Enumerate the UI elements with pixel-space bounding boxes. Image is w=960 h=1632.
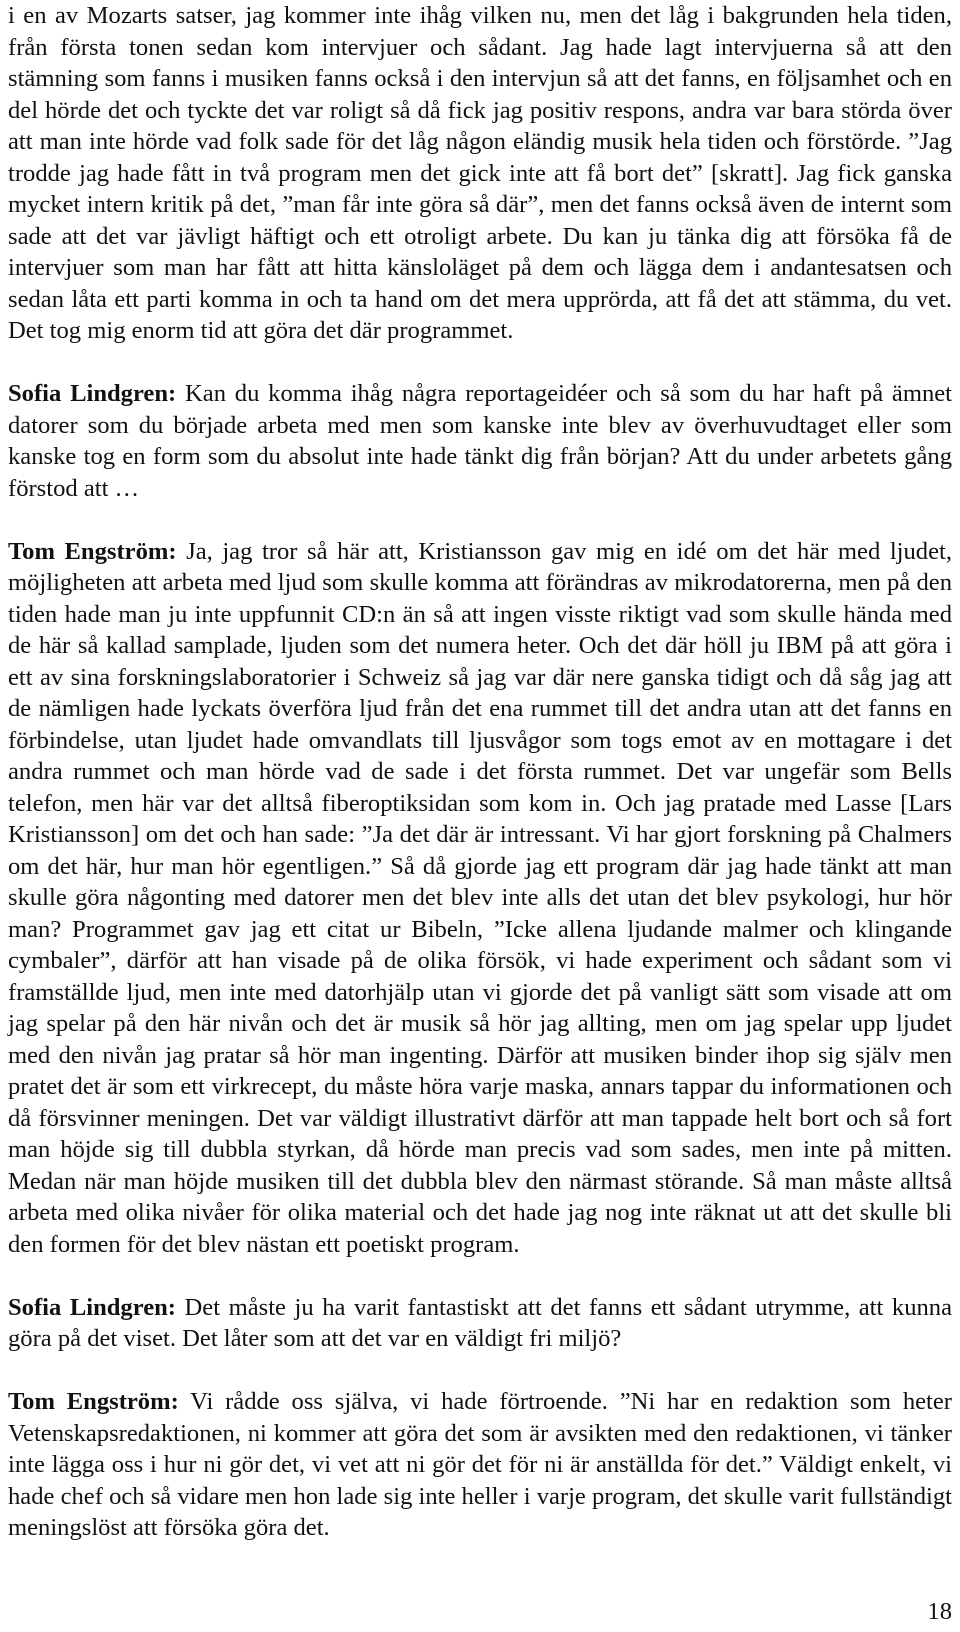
paragraph-sofia-lindgren-1	[8, 378, 952, 504]
paragraph-text: Kan du komma ihåg några reportageidéer och så som du har haft på ämnet datorer som du började arbeta med men som kanske inte blev av överhuvudtaget eller som kanske tog en form som du absolut inte hade tänkt dig från början? Att du under arbetets gång förstod att …	[8, 380, 953, 502]
paragraph-text: i en av Mozarts satser, jag kommer inte ihåg vilken nu, men det låg i bakgrunden hela tiden, från första tonen sedan kom intervjuer och sådant. Jag hade lagt intervjuerna så att den stämning som fanns i musiken fanns också i den intervjun så att det fanns, en följsamhet och en del hörde det och tyckte det var roligt så då fick jag positiv respons, andra var bara störda över att man inte hörde vad folk sade för det låg någon eländig musik hela tiden och förstörde. ”Jag trodde jag hade fått in två program men det gick inte att få bort det” [skratt]. Jag fick ganska mycket intern kritik på det, ”man får inte göra så där”, men det fanns också även de internt som sade att det var jävligt häftigt och ett otroligt arbete. Du kan ju tänka dig att försöka få de intervjuer som man har fått att hitta känsloläget på dem och lägga dem i andantesatsen och sedan låta ett parti komma in och ta hand om det mera upprörda, att få det att stämma, du vet. Det tog mig enorm tid att göra det där programmet.	[8, 2, 952, 344]
paragraph-tom-engstrom-1	[8, 536, 952, 1261]
paragraph-continuation	[8, 0, 952, 347]
speaker-name: Sofia Lindgren:	[8, 380, 177, 407]
speaker-name: Sofia Lindgren:	[8, 1293, 176, 1321]
speaker-name: Tom Engström:	[8, 1388, 179, 1415]
paragraph-text: Det måste ju ha varit fantastiskt att det fanns ett sådant utrymme, att kunna göra på det viset. Det låter som att det var en väldigt fri miljö?	[8, 1293, 953, 1352]
document-page	[8, 0, 952, 1544]
speaker-name: Tom Engström:	[8, 537, 177, 565]
paragraph-tom-engstrom-2	[8, 1386, 952, 1544]
paragraph-text: Vi rådde oss själva, vi hade förtroende. ”Ni har en redaktion som heter Vetenskapsredaktionen, ni kommer att göra det som är avsikten med den redaktionen, vi tänker inte lägga oss i hur ni gör det, vi vet att ni gör det för ni är anställda för det.” Väldigt enkelt, vi hade chef och så vidare men hon lade sig inte heller i varje program, det skulle varit fullständigt meningslöst att försöka göra det.	[8, 1388, 952, 1541]
paragraph-sofia-lindgren-2	[8, 1292, 952, 1355]
paragraph-text: Ja, jag tror så här att, Kristiansson gav mig en idé om det här med ljudet, möjligheten att arbeta med ljud som skulle komma att förändras av mikrodatorerna, men på den tiden hade man ju inte uppfunnit CD:n än så att ingen visste riktigt vad som skulle hända med de här så kallad samplade, ljuden som det numera heter. Och det där höll ju IBM på att göra i ett av sina forskningslaboratorier i Schweiz så jag var där nere ganska tidigt och då såg jag att de nämligen hade lyckats överföra ljud från det ena rummet till det andra utan att det fanns en förbindelse, utan ljudet hade omvandlats till ljusvågor som togs emot av en mottagare i det andra rummet och man hörde vad de sade i det första rummet. Det var ungefär som Bells telefon, men här var det alltså fiberoptiksidan som kom in. Och jag pratade med Lasse [Lars Kristiansson] om det och han sade: ”Ja det där är intressant. Vi har gjort forskning på Chalmers om det här, hur man hör egentligen.” Så då gjorde jag ett program där jag hade tänkt att man skulle göra någonting med datorer men det blev inte alls det utan det blev psykologi, hur hör man? Programmet gav jag ett citat ur Bibeln, ”Icke allena ljudande malmer och klingande cymbaler”, därför att han visade på de olika försök, vi hade experiment och sådant som vi framställde ljud, men inte med datorhjälp utan vi gjorde det på vanligt sätt som visade att om jag spelar på den här nivån och det är musik så hör jag allting, men om jag spelar upp ljudet med den nivån jag pratar så hör man ingenting. Därför att musiken binder ihop sig själv men pratet det är som ett virkrecept, du måste höra varje maska, annars tappar du informationen och då försvinner meningen. Det var väldigt illustrativt därför att man tappade helt bort och så fort man höjde sig till dubbla styrkan, då hörde man precis vad som sades, men inte på mitten. Medan när man höjde musiken till det dubbla blev den närmast störande. Så man måste alltså arbeta med olika nivåer för olika material och det hade jag nog inte räknat ut att det skulle bli den formen för det blev nästan ett poetiskt program.	[8, 537, 952, 1258]
page-number: 18	[927, 1598, 952, 1625]
